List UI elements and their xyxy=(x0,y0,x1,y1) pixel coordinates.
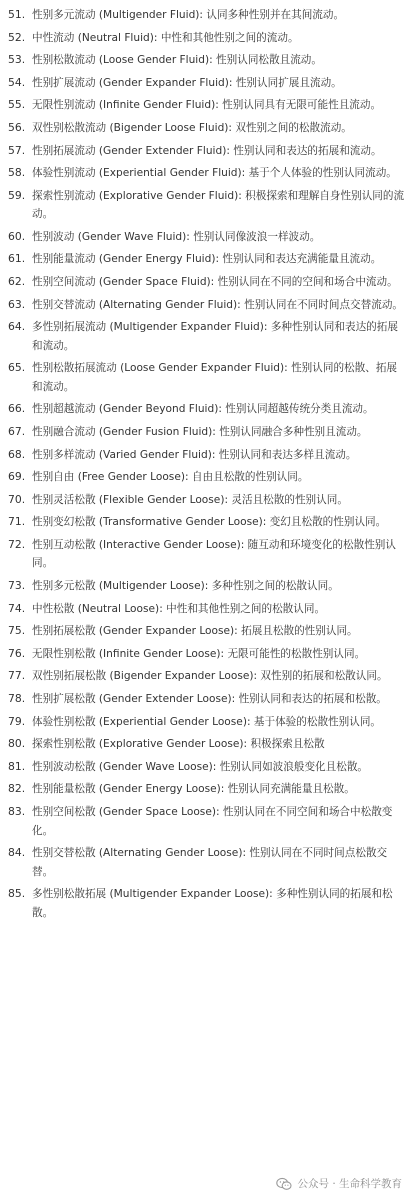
watermark-text: 公众号 · 生命科学教育 xyxy=(297,1178,402,1190)
list-item xyxy=(8,142,407,161)
list-item xyxy=(8,6,407,25)
list-item-text: 性别松散拓展流动 (Loose Gender Expander Fluid): 性别认同的松散、拓展和流动。 xyxy=(32,362,398,393)
list-item-number: 69. xyxy=(8,470,26,484)
list-item-number: 56. xyxy=(8,120,26,134)
list-item-number: 82. xyxy=(8,782,26,796)
list-item-text: 无限性别流动 (Infinite Gender Fluid): 性别认同具有无限可能性且流动。 xyxy=(32,99,382,112)
list-item xyxy=(8,667,407,686)
list-item-text: 中性松散 (Neutral Loose): 中性和其他性别之间的松散认同。 xyxy=(32,602,326,615)
list-item-number: 63. xyxy=(8,297,26,311)
list-item-text: 性别拓展流动 (Gender Extender Fluid): 性别认同和表达的拓展和流动。 xyxy=(32,144,382,157)
list-item xyxy=(8,468,407,487)
list-item-text: 性别波动松散 (Gender Wave Loose): 性别认同如波浪般变化且松散。 xyxy=(32,760,369,773)
list-item-text: 性别空间松散 (Gender Space Loose): 性别认同在不同空间和场合中松散变化。 xyxy=(32,806,393,837)
list-item-text: 性别能量松散 (Gender Energy Loose): 性别认同充满能量且松散。 xyxy=(32,783,355,796)
list-item xyxy=(8,250,407,269)
list-item-text: 性别融合流动 (Gender Fusion Fluid): 性别认同融合多种性别且流动。 xyxy=(32,426,368,438)
list-item-number: 84. xyxy=(8,846,26,860)
list-item xyxy=(8,513,407,532)
list-item-number: 51. xyxy=(8,8,26,21)
list-item-number: 59. xyxy=(8,188,26,202)
list-item-text: 性别互动松散 (Interactive Gender Loose): 随互动和环境变化的松散性别认同。 xyxy=(32,538,396,570)
list-item xyxy=(8,164,407,183)
list-item-text: 体验性别流动 (Experiential Gender Fluid): 基于个人体验的性别认同流动。 xyxy=(32,167,397,180)
list-item xyxy=(8,885,407,922)
list-item xyxy=(8,803,407,840)
list-item-number: 67. xyxy=(8,425,26,438)
list-item-text: 性别多元流动 (Multigender Fluid): 认同多种性别并在其间流动。 xyxy=(32,9,345,21)
list-item-number: 73. xyxy=(8,579,26,593)
list-item xyxy=(8,713,407,732)
list-item-number: 57. xyxy=(8,143,26,157)
list-item xyxy=(8,622,407,641)
list-item-number: 71. xyxy=(8,515,26,529)
list-item xyxy=(8,577,407,596)
list-item-number: 80. xyxy=(8,737,26,751)
list-item xyxy=(8,187,407,224)
list-item xyxy=(8,318,407,355)
list-item xyxy=(8,735,407,754)
list-item xyxy=(8,96,407,115)
list-item xyxy=(8,780,407,799)
list-item xyxy=(8,400,407,419)
list-item-text: 多性别松散拓展 (Multigender Expander Loose): 多种性别认同的拓展和松散。 xyxy=(32,888,393,919)
list-item-number: 70. xyxy=(8,492,26,506)
list-item-text: 性别自由 (Free Gender Loose): 自由且松散的性别认同。 xyxy=(32,471,309,484)
list-item-number: 52. xyxy=(8,30,26,44)
list-item-number: 83. xyxy=(8,805,26,818)
wechat-official-account-icon xyxy=(276,1177,292,1191)
list-item xyxy=(8,645,407,664)
list-item-text: 性别扩展流动 (Gender Expander Fluid): 性别认同扩展且流动。 xyxy=(32,76,342,89)
list-item-number: 79. xyxy=(8,714,26,728)
list-item-text: 体验性别松散 (Experiential Gender Loose): 基于体验的松散性别认同。 xyxy=(32,715,382,728)
list-item-text: 双性别拓展松散 (Bigender Expander Loose): 双性别的拓展和松散认同。 xyxy=(32,670,388,683)
list-item xyxy=(8,758,407,777)
list-item-number: 66. xyxy=(8,402,26,416)
list-item-text: 性别拓展松散 (Gender Expander Loose): 拓展且松散的性别认同。 xyxy=(32,625,358,638)
list-item xyxy=(8,600,407,619)
list-item-number: 76. xyxy=(8,646,26,660)
list-item xyxy=(8,690,407,709)
list-item xyxy=(8,273,407,292)
list-item-text: 无限性别松散 (Infinite Gender Loose): 无限可能性的松散性别认同。 xyxy=(32,647,366,660)
list-item xyxy=(8,446,407,465)
list-item xyxy=(8,51,407,70)
list-item-text: 双性别松散流动 (Bigender Loose Fluid): 双性别之间的松散流动。 xyxy=(32,121,352,134)
list-item-text: 性别超越流动 (Gender Beyond Fluid): 性别认同超越传统分类且流动。 xyxy=(32,403,374,416)
list-item-number: 58. xyxy=(8,166,26,180)
list-item xyxy=(8,536,407,573)
list-item xyxy=(8,74,407,93)
list-item-text: 性别波动 (Gender Wave Fluid): 性别认同像波浪一样波动。 xyxy=(32,230,321,243)
list-item-number: 72. xyxy=(8,537,26,551)
list-item-text: 性别多样流动 (Varied Gender Fluid): 性别认同和表达多样且流动。 xyxy=(32,448,357,461)
list-item-text: 性别松散流动 (Loose Gender Fluid): 性别认同松散且流动。 xyxy=(32,54,322,67)
list-item-text: 探索性别流动 (Explorative Gender Fluid): 积极探索和理解自身性别认同的流动。 xyxy=(32,189,405,221)
list-item xyxy=(8,423,407,442)
list-item xyxy=(8,29,407,48)
list-item-number: 81. xyxy=(8,759,26,773)
list-item-number: 75. xyxy=(8,624,26,638)
list-item-text: 性别交替流动 (Alternating Gender Fluid): 性别认同在不同时间点交替流动。 xyxy=(32,298,404,311)
list-item-text: 探索性别松散 (Explorative Gender Loose): 积极探索且松散 xyxy=(32,738,325,751)
list-item-text: 性别能量流动 (Gender Energy Fluid): 性别认同和表达充满能量且流动。 xyxy=(32,253,382,266)
list-item xyxy=(8,296,407,315)
list-item-number: 53. xyxy=(8,53,26,67)
list-item-number: 78. xyxy=(8,692,26,706)
list-item-text: 性别空间流动 (Gender Space Fluid): 性别认同在不同的空间和场合中流动。 xyxy=(32,276,398,289)
list-item-text: 中性流动 (Neutral Fluid): 中性和其他性别之间的流动。 xyxy=(32,31,299,44)
list-item-number: 74. xyxy=(8,601,26,615)
list-item xyxy=(8,228,407,247)
list-item-number: 55. xyxy=(8,98,26,112)
list-item-text: 多性别拓展流动 (Multigender Expander Fluid): 多种性别认同和表达的拓展和流动。 xyxy=(32,321,398,352)
list-item-text: 性别扩展松散 (Gender Extender Loose): 性别认同和表达的拓展和松散。 xyxy=(32,693,387,706)
watermark xyxy=(273,1175,405,1192)
list-item-text: 性别变幻松散 (Transformative Gender Loose): 变幻且松散的性别认同。 xyxy=(32,516,387,529)
list-item-text: 性别灵活松散 (Flexible Gender Loose): 灵活且松散的性别认同。 xyxy=(32,493,348,506)
list-item xyxy=(8,844,407,881)
list-item-number: 85. xyxy=(8,887,26,901)
list-item-number: 68. xyxy=(8,447,26,461)
list-item-number: 77. xyxy=(8,669,26,683)
list-item xyxy=(8,119,407,138)
list-item-number: 62. xyxy=(8,275,26,289)
list-item-number: 54. xyxy=(8,75,26,89)
list-item xyxy=(8,359,407,396)
list-item-number: 61. xyxy=(8,252,26,266)
list-item-number: 64. xyxy=(8,320,26,334)
list-item-number: 60. xyxy=(8,229,26,243)
list-item-text: 性别多元松散 (Multigender Loose): 多种性别之间的松散认同。 xyxy=(32,580,339,593)
list-item-number: 65. xyxy=(8,361,26,375)
list-item xyxy=(8,491,407,510)
list-item-text: 性别交替松散 (Alternating Gender Loose): 性别认同在不同时间点松散交替。 xyxy=(32,847,388,878)
